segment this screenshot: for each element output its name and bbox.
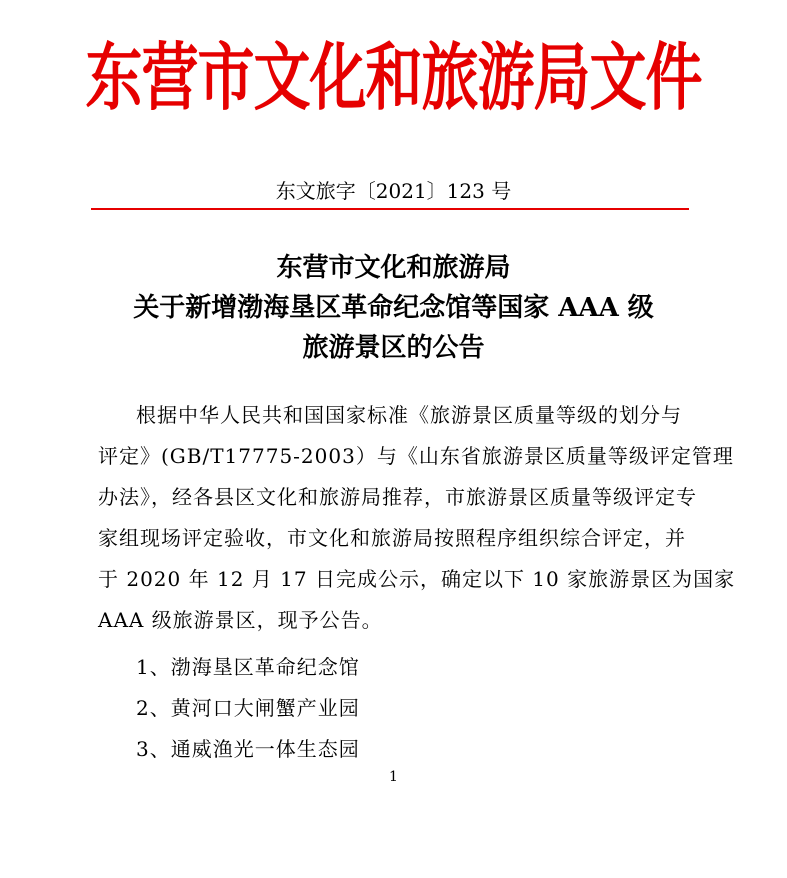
red-divider-line <box>91 208 689 210</box>
body-paragraph-line: 办法》，经各县区文化和旅游局推荐，市旅游景区质量等级评定专 <box>98 485 697 509</box>
list-item: 3、通威渔光一体生态园 <box>136 737 360 761</box>
announcement-title-line-1: 东营市文化和旅游局 <box>276 253 511 283</box>
announcement-title-line-2: 关于新增渤海垦区革命纪念馆等国家 AAA 级 <box>133 293 654 323</box>
body-paragraph-line: 根据中华人民共和国国家标准《旅游景区质量等级的划分与 <box>136 403 682 427</box>
list-item: 2、黄河口大闸蟹产业园 <box>136 696 360 720</box>
body-paragraph-line: AAA 级旅游景区，现予公告。 <box>98 608 383 632</box>
body-paragraph-line: 评定》(GB/T17775-2003）与《山东省旅游景区质量等级评定管理 <box>98 444 734 468</box>
masthead-title: 东营市文化和旅游局文件 <box>85 34 702 121</box>
body-paragraph-line: 于 2020 年 12 月 17 日完成公示，确定以下 10 家旅游景区为国家 <box>98 567 736 591</box>
list-item: 1、渤海垦区革命纪念馆 <box>136 655 360 679</box>
document-number: 东文旅字〔2021〕123 号 <box>275 179 512 203</box>
body-paragraph-line: 家组现场评定验收，市文化和旅游局按照程序组织综合评定，并 <box>98 526 686 550</box>
page-number: 1 <box>389 769 398 785</box>
announcement-title-line-3: 旅游景区的公告 <box>302 333 485 363</box>
